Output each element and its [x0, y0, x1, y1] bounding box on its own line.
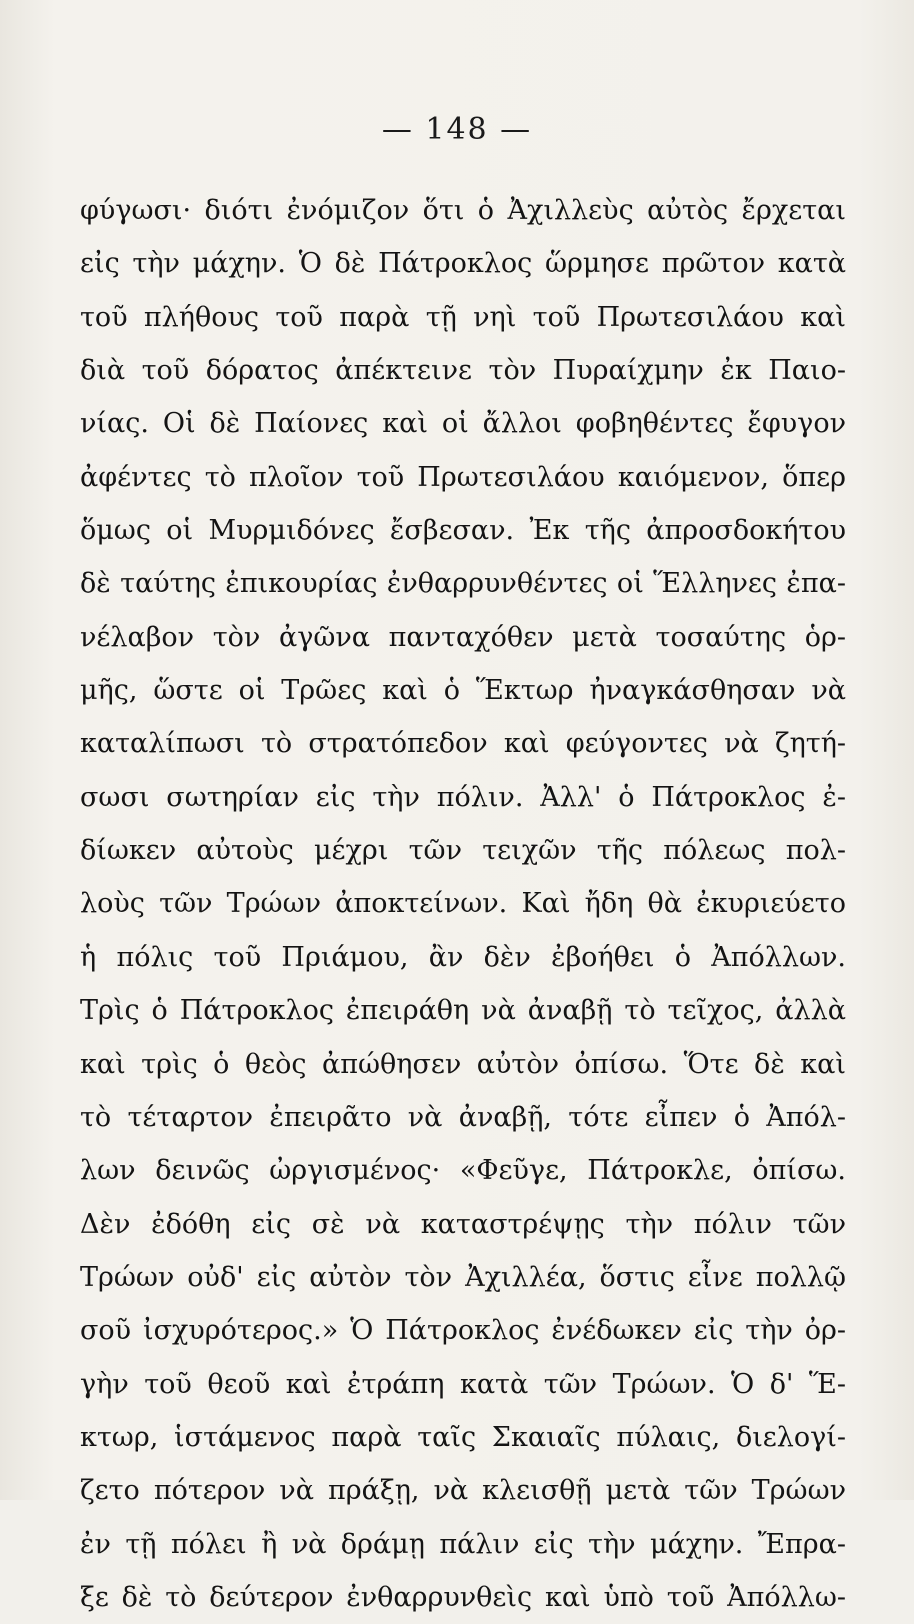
text-line: σωσι σωτηρίαν εἰς τὴν πόλιν. Ἀλλ' ὁ Πάτροκλος ἐ- [80, 781, 846, 813]
body-text [80, 184, 846, 1624]
text-line: ὅμως οἱ Μυρμιδόνες ἔσβεσαν. Ἐκ τῆς ἀπροσδοκήτου [80, 515, 846, 547]
text-line: Τρώων οὐδ' εἰς αὐτὸν τὸν Ἀχιλλέα, ὅστις εἶνε πολλῷ [80, 1261, 846, 1293]
text-line: γὴν τοῦ θεοῦ καὶ ἐτράπη κατὰ τῶν Τρώων. Ὁ δ' Ἕ- [80, 1368, 846, 1400]
text-line: ἡ πόλις τοῦ Πριάμου, ἂν δὲν ἐβοήθει ὁ Ἀπόλλων. [80, 941, 846, 973]
text-line: νέλαβον τὸν ἀγῶνα πανταχόθεν μετὰ τοσαύτης ὁρ- [80, 621, 846, 653]
text-line: καταλίπωσι τὸ στρατόπεδον καὶ φεύγοντες νὰ ζητή- [80, 728, 846, 760]
text-line: εἰς τὴν μάχην. Ὁ δὲ Πάτροκλος ὥρμησε πρῶτον κατὰ [80, 248, 846, 280]
text-line: λοὺς τῶν Τρώων ἀποκτείνων. Καὶ ἤδη θὰ ἐκυριεύετο [80, 888, 846, 920]
text-line: δίωκεν αὐτοὺς μέχρι τῶν τειχῶν τῆς πόλεως πολ- [80, 835, 846, 867]
text-line: Δὲν ἐδόθη εἰς σὲ νὰ καταστρέψῃς τὴν πόλιν τῶν [80, 1208, 846, 1240]
text-line: λων δεινῶς ὠργισμένος· «Φεῦγε, Πάτροκλε, ὀπίσω. [80, 1155, 846, 1187]
text-line: ἐν τῇ πόλει ἢ νὰ δράμῃ πάλιν εἰς τὴν μάχην. Ἔπρα- [80, 1528, 846, 1560]
text-line: Τρὶς ὁ Πάτροκλος ἐπειράθη νὰ ἀναβῇ τὸ τεῖχος, ἀλλὰ [80, 995, 846, 1027]
text-line: ξε δὲ τὸ δεύτερον ἐνθαρρυνθεὶς καὶ ὑπὸ τοῦ Ἀπόλλω- [80, 1581, 846, 1613]
text-line: τὸ τέταρτον ἐπειρᾶτο νὰ ἀναβῇ, τότε εἶπεν ὁ Ἀπόλ- [80, 1101, 846, 1133]
page-number-header: — 148 — [381, 112, 533, 147]
text-line: δὲ ταύτης ἐπικουρίας ἐνθαρρυνθέντες οἱ Ἕλληνες ἐπα- [80, 568, 846, 600]
text-line: μῆς, ὥστε οἱ Τρῶες καὶ ὁ Ἕκτωρ ἠναγκάσθησαν νὰ [80, 675, 846, 707]
text-line: καὶ τρὶς ὁ θεὸς ἀπώθησεν αὐτὸν ὀπίσω. Ὅτε δὲ καὶ [80, 1048, 846, 1080]
text-line: κτωρ, ἱστάμενος παρὰ ταῖς Σκαιαῖς πύλαις, διελογί- [80, 1421, 846, 1453]
text-line: διὰ τοῦ δόρατος ἀπέκτεινε τὸν Πυραίχμην ἐκ Παιο- [80, 355, 846, 387]
text-line: ζετο πότερον νὰ πράξῃ, νὰ κλεισθῇ μετὰ τῶν Τρώων [80, 1475, 846, 1507]
text-line: σοῦ ἰσχυρότερος.» Ὁ Πάτροκλος ἐνέδωκεν εἰς τὴν ὀρ- [80, 1315, 846, 1347]
text-line: φύγωσι· διότι ἐνόμιζον ὅτι ὁ Ἀχιλλεὺς αὐτὸς ἔρχεται [80, 195, 846, 226]
text-line: νίας. Οἱ δὲ Παίονες καὶ οἱ ἄλλοι φοβηθέντες ἔφυγον [80, 408, 846, 440]
text-line: τοῦ πλήθους τοῦ παρὰ τῇ νηὶ τοῦ Πρωτεσιλάου καὶ [80, 301, 846, 333]
text-line: ἀφέντες τὸ πλοῖον τοῦ Πρωτεσιλάου καιόμενον, ὅπερ [80, 461, 846, 493]
